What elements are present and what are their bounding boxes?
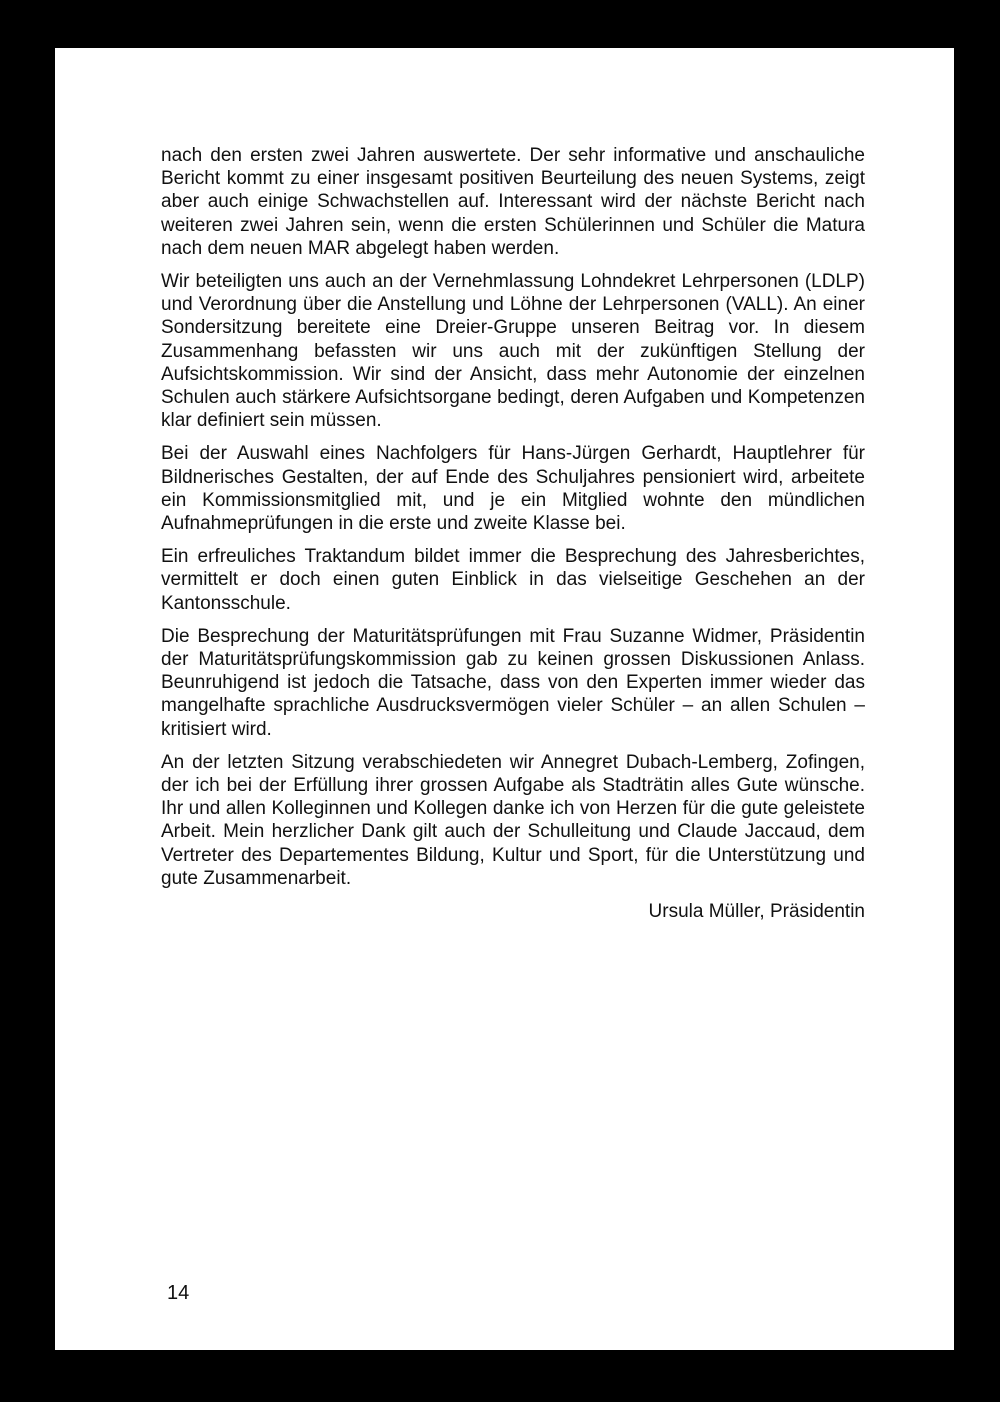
- paragraph-annual-report: Ein erfreuliches Traktandum bildet immer die Besprechung des Jahresberichtes, vermittelt er doch einen guten Einblick in das vielseitige Geschehen an der Kantonsschule.: [161, 546, 865, 614]
- paragraph-consultation: Wir beteiligten uns auch an der Vernehmlassung Lohndekret Lehrpersonen (LDLP) und Verordnung über die Anstellung und Löhne der Lehrpersonen (VALL). An einer Sondersitzung bereitete eine Dreier-Gruppe unseren Beitrag vor. In diesem Zusammenhang befassten wir uns auch mit der zukünftigen Stellung der Aufsichtskommission. Wir sind der Ansicht, dass mehr Autonomie der einzelnen Schulen auch stärkere Aufsichtsorgane bedingt, deren Aufgaben und Kompetenzen klar definiert sein müssen.: [161, 271, 865, 432]
- body-text: [161, 144, 865, 923]
- document-page: [55, 48, 954, 1350]
- paragraph-successor-selection: Bei der Auswahl eines Nachfolgers für Hans-Jürgen Gerhardt, Hauptlehrer für Bildnerisches Gestalten, der auf Ende des Schuljahres pensioniert wird, arbeitete ein Kommissionsmitglied mit, und je ein Mitglied wohnte den mündlichen Aufnahmeprüfungen in die erste und zweite Klasse bei.: [161, 443, 865, 535]
- paragraph-evaluation-report: nach den ersten zwei Jahren auswertete. Der sehr informative und anschauliche Bericht kommt zu einer insgesamt positiven Beurteilung des neuen Systems, zeigt aber auch einige Schwachstellen auf. Interessant wird der nächste Bericht nach weiteren zwei Jahren sein, wenn die ersten Schülerinnen und Schüler die Matura nach dem neuen MAR abgelegt haben werden.: [161, 145, 865, 259]
- signature: Ursula Müller, Präsidentin: [648, 901, 865, 923]
- paragraph-farewell-thanks: An der letzten Sitzung verabschiedeten wir Annegret Dubach-Lemberg, Zofingen, der ich bei der Erfüllung ihrer grossen Aufgabe als Stadträtin alles Gute wünsche. Ihr und allen Kolleginnen und Kollegen danke ich von Herzen für die gute geleistete Arbeit. Mein herzlicher Dank gilt auch der Schulleitung und Claude Jaccaud, dem Vertreter des Departementes Bildung, Kultur und Sport, für die Unterstützung und gute Zusammenarbeit.: [161, 751, 865, 889]
- page-number: 14: [167, 1282, 190, 1304]
- paragraph-matura-exams: Die Besprechung der Maturitätsprüfungen mit Frau Suzanne Widmer, Präsidentin der Maturitätsprüfungskommission gab zu keinen grossen Diskussionen Anlass. Beunruhigend ist jedoch die Tatsache, dass von den Experten immer wieder das mangelhafte sprachliche Ausdrucksvermögen vieler Schüler – an allen Schulen – kritisiert wird.: [161, 625, 865, 740]
